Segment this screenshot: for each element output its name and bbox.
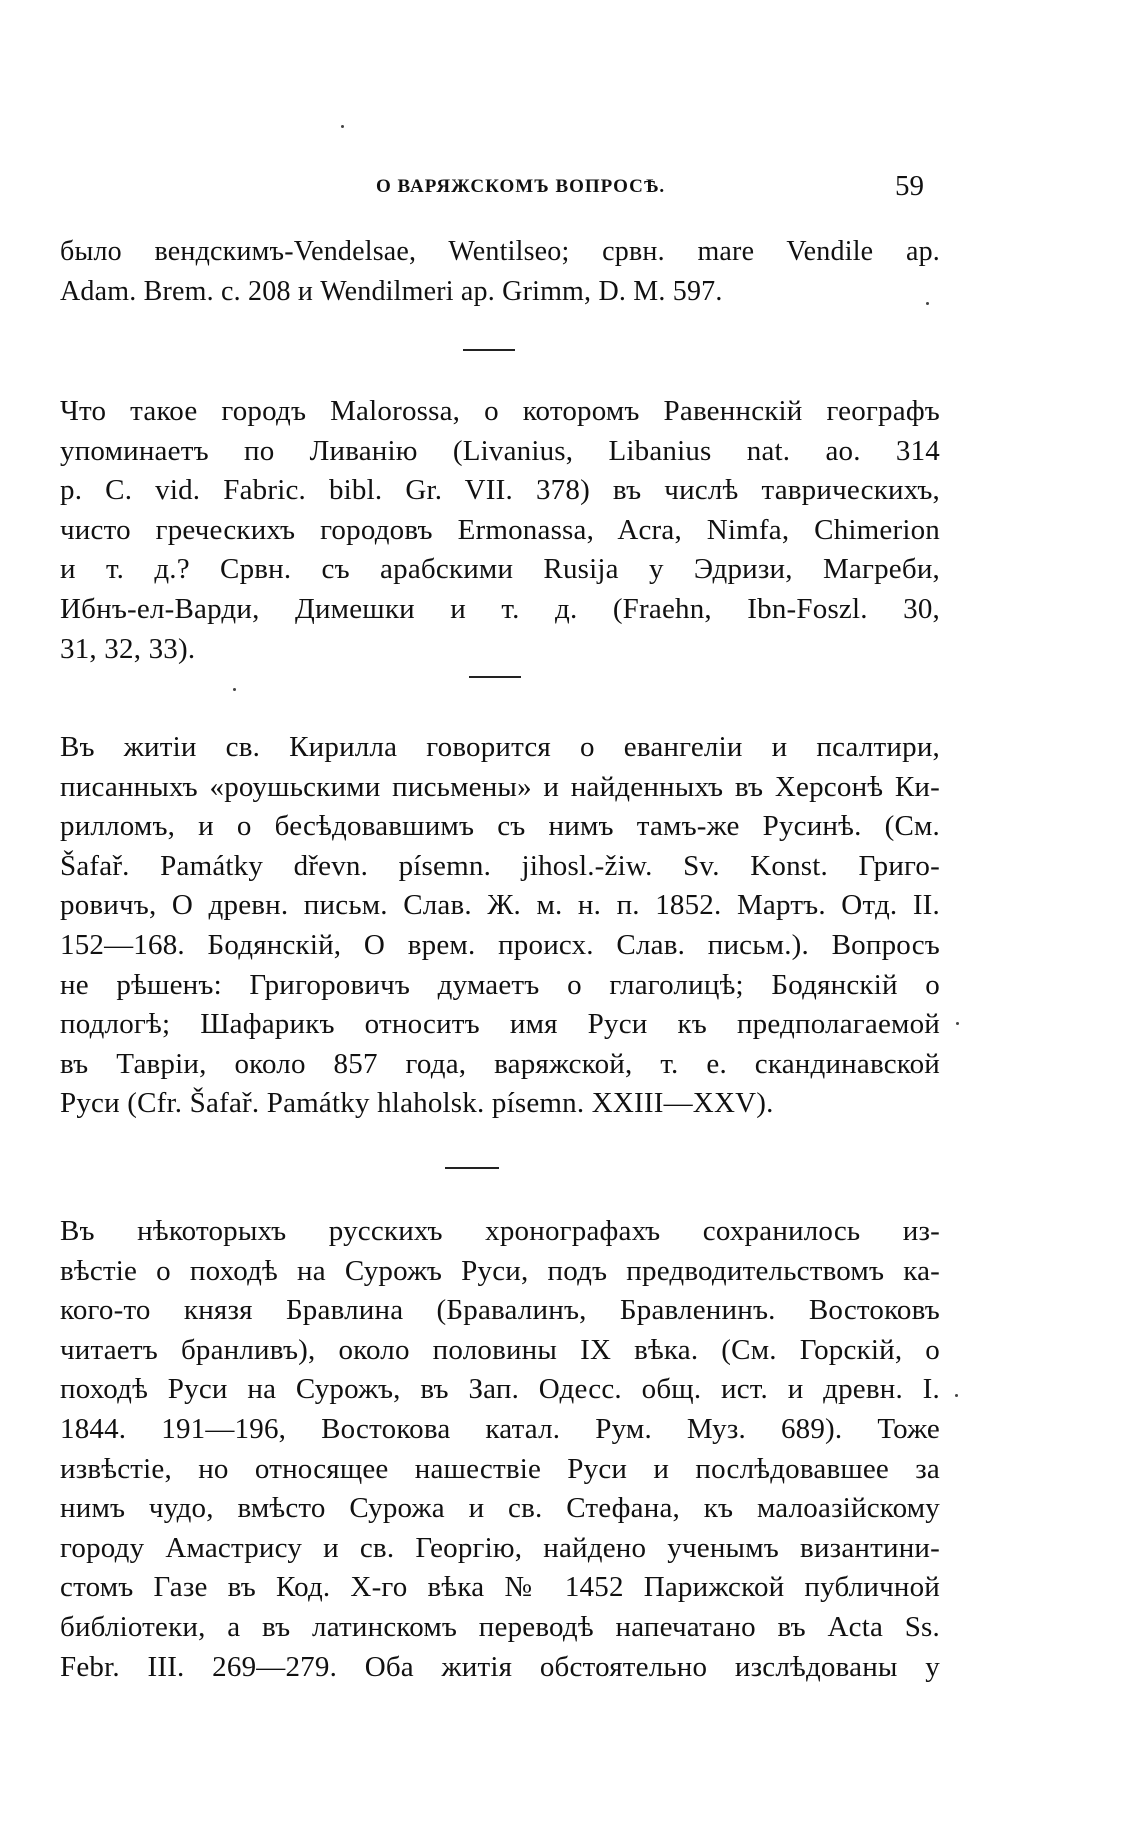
text-line: стомъ Газе въ Код. X-го вѣка № 1452 Парижской публичной	[60, 1571, 940, 1604]
text-line: Въ нѣкоторыхъ русскихъ хронографахъ сохранилось из-	[60, 1215, 940, 1247]
scan-speck	[233, 688, 236, 691]
paragraph-3	[60, 728, 940, 1124]
text-line: походѣ Руси на Сурожъ, въ Зап. Одесс. общ. ист. и древн. I.	[60, 1373, 940, 1406]
text-line: 1844. 191—196, Востокова катал. Рум. Муз. 689). Тоже	[60, 1412, 940, 1445]
text-line: читаетъ бранливъ), около половины IX вѣка. (См. Горскій, о	[60, 1333, 940, 1366]
text-line: Šafař. Památky dřevn. písemn. jihosl.-žiw. Sv. Konst. Григо-	[60, 849, 940, 882]
text-line: Въ житіи св. Кирилла говорится о евангеліи и псалтири,	[60, 731, 940, 763]
text-line: городу Амастрису и св. Георгію, найдено ученымъ византини-	[60, 1531, 940, 1564]
text-line: упоминаетъ по Ливанію (Livanius, Libanius nat. ao. 314	[60, 434, 940, 467]
scan-speck	[956, 1022, 959, 1025]
text-line: Что такое городъ Malorossa, о которомъ Равеннскій географъ	[60, 395, 940, 427]
text-line: было вендскимъ-Vendelsae, Wentilseo; срвн. mare Vendile ap.	[60, 236, 940, 267]
text-line: не рѣшенъ: Григоровичъ думаетъ о глаголицѣ; Бодянскій о	[60, 968, 940, 1001]
text-line: въ Тавріи, около 857 года, варяжской, т. е. скандинавской	[60, 1047, 940, 1080]
text-line: извѣстіе, но относящее нашествіе Руси и послѣдовавшее за	[60, 1452, 940, 1485]
scan-speck	[926, 302, 929, 305]
text-line: и т. д.? Срвн. съ арабскими Rusija у Эдризи, Магреби,	[60, 553, 940, 586]
text-line: подлогѣ; Шафарикъ относитъ имя Руси къ предполагаемой	[60, 1008, 940, 1041]
text-line: 152—168. Бодянскій, О врем. происх. Слав. письм.). Вопросъ	[60, 928, 940, 961]
page-number: 59	[895, 170, 924, 202]
text-line: p. C. vid. Fabric. bibl. Gr. VII. 378) въ числѣ таврическихъ,	[60, 474, 940, 507]
text-line: писанныхъ «роушьскими письмены» и найденныхъ въ Херсонѣ Ки-	[60, 770, 940, 803]
text-line: чисто греческихъ городовъ Ermonassa, Acra, Nimfa, Chimerion	[60, 513, 940, 546]
section-divider	[463, 349, 515, 351]
text-line: вѣстіе о походѣ на Сурожъ Руси, подъ предводительствомъ ка-	[60, 1254, 940, 1287]
text-line: кого-то князя Бравлина (Бравалинъ, Бравленинъ. Востоковъ	[60, 1294, 940, 1327]
text-line: библіотеки, а въ латинскомъ переводѣ напечатано въ Acta Ss.	[60, 1610, 940, 1643]
page-header	[60, 170, 960, 210]
running-title: О ВАРЯЖСКОМЪ ВОПРОСѢ.	[376, 176, 666, 197]
text-line: 31, 32, 33).	[60, 632, 196, 665]
text-line: Adam. Brem. c. 208 и Wendilmeri ap. Grimm, D. M. 597.	[60, 275, 723, 307]
section-divider	[445, 1167, 499, 1169]
text-line: Febr. III. 269—279. Оба житія обстоятельно изслѣдованы у	[60, 1650, 940, 1683]
section-divider	[469, 676, 521, 678]
scan-speck	[955, 1394, 958, 1397]
paragraph-2	[60, 392, 940, 669]
text-line: ровичъ, О древн. письм. Слав. Ж. м. н. п. 1852. Мартъ. Отд. II.	[60, 889, 940, 922]
text-line: рилломъ, и о бесѣдовавшимъ съ нимъ тамъ-же Русинѣ. (См.	[60, 810, 940, 843]
text-line: нимъ чудо, вмѣсто Сурожа и св. Стефана, къ малоазійскому	[60, 1492, 940, 1525]
text-line: Ибнъ-ел-Варди, Димешки и т. д. (Fraehn, Ibn-Foszl. 30,	[60, 592, 940, 625]
text-line: Руси (Cfr. Šafař. Památky hlaholsk. písemn. XXIII—XXV).	[60, 1087, 774, 1120]
paragraph-1	[60, 232, 940, 311]
scan-speck	[341, 125, 344, 128]
paragraph-4	[60, 1212, 940, 1687]
